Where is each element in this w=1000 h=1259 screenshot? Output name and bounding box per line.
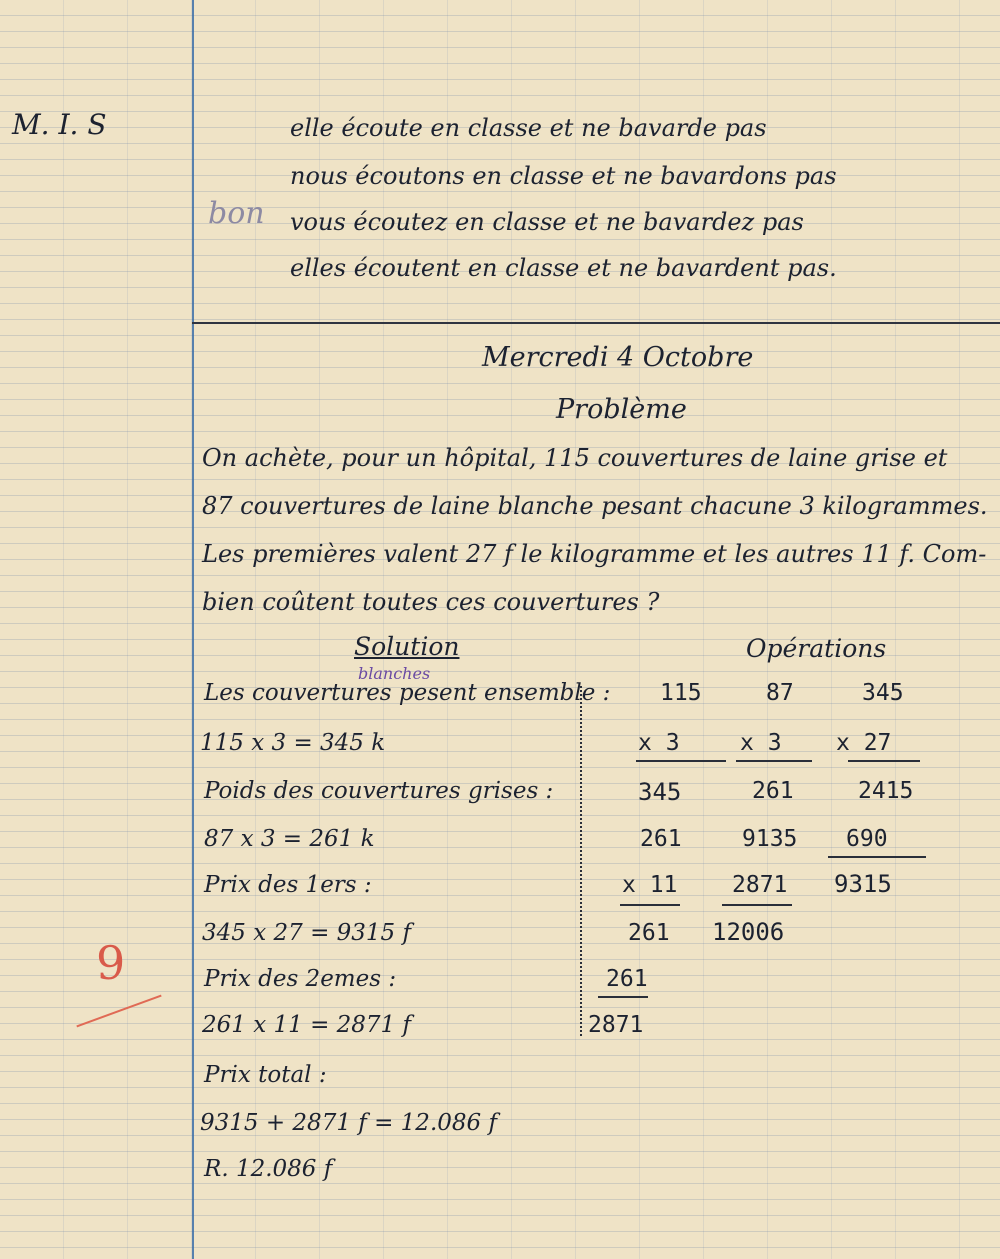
lesson-date: Mercredi 4 Octobre [482,342,754,373]
grade-pencil: bon [208,196,265,231]
problem-line-3: Les premières valent 27 f le kilogramme et les autres 11 f. Com- [202,540,987,568]
op3-value: 345 [862,680,904,706]
column-separator [580,686,582,1036]
op4-value: 261 [640,826,682,852]
op3-partial-1: 2415 [858,778,914,804]
problem-line-4: bien coûtent toutes ces couvertures ? [202,588,660,616]
solution-line-8: 261 x 11 = 2871 f [202,1012,412,1038]
solution-line-2: 115 x 3 = 345 k [200,730,386,756]
margin-line [192,0,194,1259]
sum-result: 12006 [712,918,785,946]
operations-heading: Opérations [746,634,887,663]
op2-result: 261 [752,778,794,804]
solution-line-1: Les couvertures pesent ensemble : [204,680,611,706]
op1-value: 115 [660,680,702,706]
op1-rule [636,760,726,762]
problem-line-1: On achète, pour un hôpital, 115 couvertures de laine grise et [202,444,948,472]
solution-heading: Solution [354,632,460,661]
op4-partial-2: 261 [606,966,648,992]
sum-rule [722,904,792,906]
op3-rule-2 [828,856,926,858]
solution-line-6: 345 x 27 = 9315 f [202,920,412,946]
solution-line-3: Poids des couvertures grises : [204,778,554,804]
solution-result: R. 12.086 f [204,1156,333,1182]
conjugation-line-1: elle écoute en classe et ne bavarde pas [290,114,767,142]
solution-line-5: Prix des 1ers : [204,872,372,898]
op3-multiplier: x 27 [836,730,892,756]
subject-label: M. I. S [12,108,107,141]
solution-line-4: 87 x 3 = 261 k [204,826,375,852]
problem-line-2: 87 couvertures de laine blanche pesant chacune 3 kilogrammes. [202,492,988,520]
conjugation-line-4: elles écoutent en classe et ne bavardent pas. [290,254,837,282]
op4-result: 2871 [588,1012,644,1038]
sum-addend-2: 2871 [732,872,788,898]
op4-partial: 261 [628,920,670,946]
solution-line-9: Prix total : [204,1062,327,1088]
conjugation-line-2: nous écoutons en classe et ne bavardons pas [290,162,837,190]
op4-rule [620,904,680,906]
op3-result: 9315 [834,870,892,898]
solution-line-7: Prix des 2emes : [204,966,397,992]
score-red: 9 [96,936,126,990]
correction-note: blanches [358,664,431,683]
op1-result: 345 [638,778,682,806]
sum-addend-1: 9135 [742,826,798,852]
section-divider [192,322,1000,324]
lesson-title: Problème [556,394,687,425]
op2-multiplier: x 3 [740,730,782,756]
solution-line-10: 9315 + 2871 f = 12.086 f [200,1110,497,1136]
op3-partial-2: 690 [846,826,888,852]
op2-value: 87 [766,680,794,706]
op3-rule [848,760,920,762]
conjugation-line-3: vous écoutez en classe et ne bavardez pas [290,208,804,236]
op4-multiplier: x 11 [622,872,678,898]
red-check-mark [76,995,161,1028]
op1-multiplier: x 3 [638,730,680,756]
op2-rule [736,760,812,762]
op4-rule-2 [598,996,648,998]
